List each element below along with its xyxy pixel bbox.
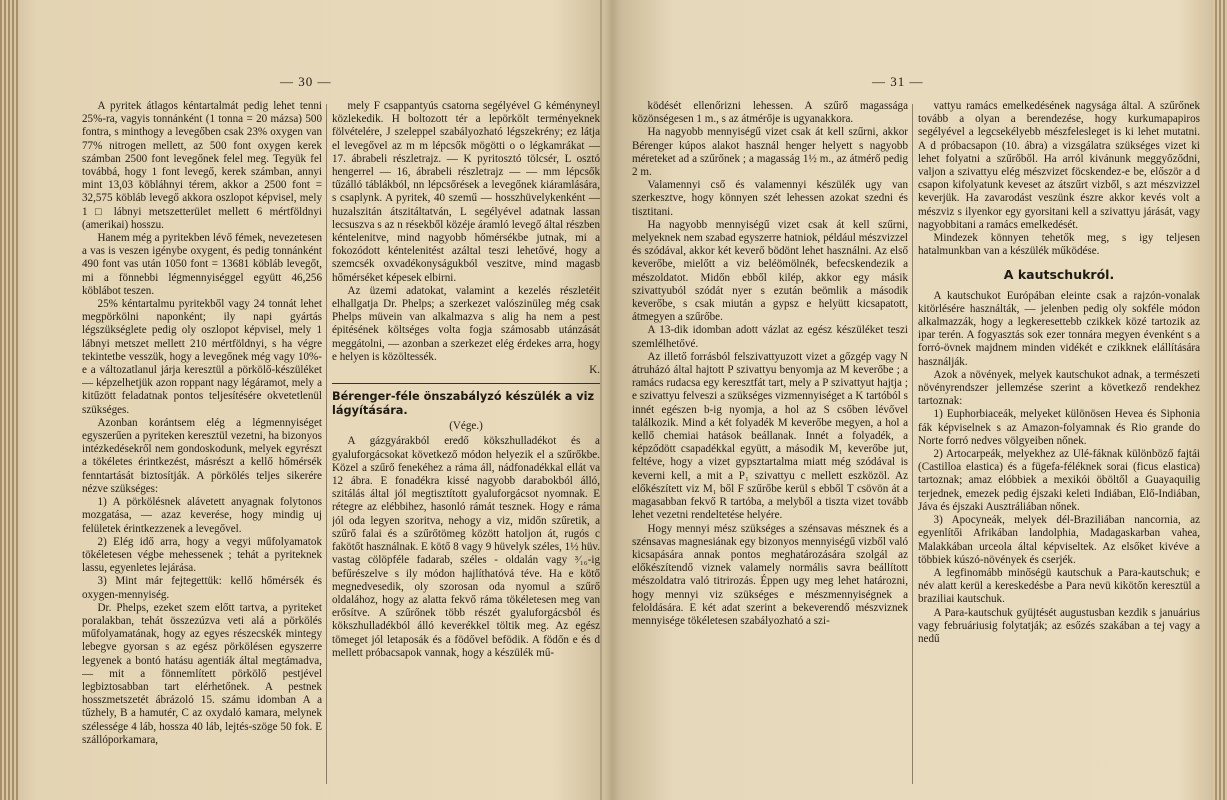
paragraph: 2) Elég idő arra, hogy a vegyi műfolyamatok tökéletesen végbe mehessenek ; tehát a pyriteknek lassu, egyenletes lejárása. bbox=[82, 535, 322, 575]
right-column-1 bbox=[632, 100, 908, 790]
article-heading: A kautschukról. bbox=[1003, 267, 1115, 283]
paragraph: Hanem még a pyritekben lévő fémek, nevezetesen a vas is veszen igénybe oxygent, és pedig tonnánként 490 font vas után 1050 font = 13681 köbláb levegőt, mi a fönnebbi légmennyiséggel együtt 46,256 köblábot teszen. bbox=[82, 232, 322, 297]
paragraph: Azonban korántsem elég a légmennyiséget egyszerűen a pyriteken keresztül vezetni, ha bizonyos intézkedésekről nem gondoskodunk, melyek egyrészt a tökéletes érintkezést, másrészt a kellő hőmérsék fenntartását biztosítják. A pörkölés teljes sikerére nézve szükséges: bbox=[82, 416, 322, 495]
paragraph: Mindezek könnyen tehetők meg, s igy teljesen hatalmunkban van a készülék működése. bbox=[918, 232, 1200, 258]
left-column-1 bbox=[82, 100, 322, 790]
left-page bbox=[20, 0, 610, 800]
paragraph: A kautschukot Európában eleinte csak a rajzón-vonalak kitörlésére használták, — jelenben pedig oly sokféle módon alkalmazzák, hogy a legkeresettebb czikkek közé tartozik az ipar terén. A fogyasztás sok ezer tonnára megyen évenként s a forró-övnek majdnem minden vidékét e czikknek elállítására használják. bbox=[918, 289, 1200, 368]
paragraph: Ha nagyobb mennyiségű vizet csak át kell szűrni, akkor Bérenger kúpos alakot használ henger helyett s nagyobb méreteket ad a szűrőnek ; a magasság 1½ m., az átmérő pedig 2 m. bbox=[632, 126, 908, 179]
paragraph: mely F csappantyús csatorna segélyével G kéményneyl közlekedik. H boltozott tér a lepörkölt terményeknek fölvételére, J szeleppel szabályozható légszekrény; ez látja el levegővel az m m lépcsők mögötti o o légkamrákat — 17. ábrabeli részletrajz. — K pyritosztó tölcsér, L osztó hengerrel — 16, ábrabeli részletrajz — — mm lépcsők tűzálló táblákból, nn lépcsőrések a levegőnek kiáramlására, s csaplynk. A pyritek, 40 szemű — hosszhüvelykenként — huzalszitán átszitáltatván, L segélyével adatnak lassan lecsuszva s az n résekből közéje áramló levegő által részben kéntelenitve, mind nagyobb hőmérsékbe jutnak, mi a fokozódott kéntelenitést azáltal teszi lehetővé, hogy a szemcsék oxvadékonyságukból veszitve, mind magasb hőmérséket képesek elbirni. bbox=[332, 100, 600, 284]
paragraph: 2) Artocarpeák, melyekhez az Ulé-fáknak különböző fajtái (Castilloa elastica) és a fügefa-féléknek sorai (ficus elastica) tartoznak; amaz elóbbiek a mexikói öböltől a Guayaquilig terjednek, emezek pedig éjszaki keleti Indiában, Elő-Indiában, Jáva és éjszaki Ausztráliában nőnek. bbox=[918, 448, 1200, 513]
paragraph: A legfinomább minőségü kautschuk a Para-kautschuk; e név alatt kerül a kereskedésbe a Para nevü kikötőn keresztül a braziliai kautschuk. bbox=[918, 566, 1200, 606]
paragraph: Az üzemi adatokat, valamint a kezelés részletéit elhallgatja Dr. Phelps; a szerkezet valószinüleg még csak Phelps müvein van alkalmazva s alig ha nem a pest épitésének költséges volta fogja számosabb utánzását meggátolni, — azonban a szerkezet elég érdekes arra, hogy e helyen is közöltessék. bbox=[332, 284, 600, 363]
paragraph: vattyu ramács emelkedésének nagysága által. A szűrőnek tovább a olyan a berendezése, hogy kurkumapapiros segélyével a legcsekélyebb mészfelesleget is ki lehet mutatni. A d próbacsapon (10. ábra) a vizsgálatra szükséges vizet ki lehet folyatni a szűrőből. Ha arról kivánunk meggyőződni, valjon a szivattyu elég mészvizet föcskendez-e be, először a d csapon kifolyatunk keveset az átszűrt vizből, s azt mészvizzel keverjük. Ha zavarodást veszünk észre akkor kevés volt a mészviz s ilyenkor egy gyorsitani kell a szivattyu járását, vagy nagyobbitani a ramács emelkedését. bbox=[918, 100, 1200, 231]
paragraph: A 13-dik idomban adott vázlat az egész készüléket teszi szemlélhetővé. bbox=[632, 324, 908, 350]
page-number-right: — 31 — bbox=[872, 74, 924, 89]
left-column-2 bbox=[332, 100, 600, 790]
paragraph: Ha nagyobb mennyiségű vizet csak át kell szűrni, melyeknek nem szabad egyszerre hatniok, például mészvizzel és szódával, akkor két keverő bödönt lehet használni. Az első keverőbe, mielőtt a viz beléömölnék, befecskendezik a mészoldatot. Midőn ebből kilép, akkor egy másik szivattyuból szódát nyer s ezután beömlik a második keverőbe, s csak miután a gypsz e helyütt kicsapatott, átmegyen a szűrőbe. bbox=[632, 218, 908, 324]
paragraph: A gázgyárakból eredő kökszhulladékot és a gyaluforgácsokat következő módon helyezik el a szűrőkbe. Közel a szűrő fenekéhez a ráma áll, nádfonadékkal ellát va 12 ábra. E fonadékra kissé nagyobb darabokból álló, szitálás által jól megtisztított gyaluforgácsot nyomnak. E rétegre az elébbihez, hasonló rámát tesznek. Hogy e ráma jól oda legyen szoritva, nehogy a viz, midőn szűretik, a szűrő falai és a szűrőtömeg között hatoljon át, rugós c fakötőt használnak. E kötő 8 vagy 9 hüvelyk széles, 1½ hüv. vastag cölöpféle fadarab, széles - oldalán vagy ³⁄₁₆-ig befűrészelve s ily módon hajlíthatóvá téve. Ha e kötő megnedvesedik, oly szorosan oda nyomul a szűrő oldalához, hogy az alatta fekvő ráma tökéletesen meg van erősítve. A szűrőnek több részét gyaluforgácsból és kökszhulladékból álló keverékkel töltik meg. Az egész tömeget jól letaposák és a födővel befödik. A födőn e és d mellett próbacsapok vannak, hogy a készülék mű- bbox=[332, 435, 600, 659]
paragraph: A pyritek átlagos kéntartalmát pedig lehet tenni 25%-ra, vagyis tonnánként (1 tonna = 20 mázsa) 500 fontra, s minthogy a levegőben csak 23% oxygen van 77% nitrogen mellett, az 500 font oxygen kerek számban 2500 font levegőnek felel meg. Tegyük fel továbbá, hogy 1 font levegő, kerek számban, annyi mint 13,03 köbláhnyi térem, akkor a 2500 font = 32,575 köbláb levegő akkora oszlopot képvisel, mely 1 □ lábnyi metszetterület mellett 6 mértföldnyi (amerikai) hosszu. bbox=[82, 100, 322, 231]
article-heading: Bérenger-féle önszabályzó készülék a viz lágyítására. bbox=[332, 383, 600, 418]
paragraph: Valamennyi cső és valamennyi készülék ugy van szerkesztve, hogy könnyen szét lehessen azokat szedni és tisztitani. bbox=[632, 179, 908, 218]
paragraph: A Para-kautschuk gyüjtését augustusban kezdik s januárius vagy februáriusig folytatják; az esőzés szakában a tej vagy a nedű bbox=[918, 606, 1200, 645]
article-subheading: (Vége.) bbox=[449, 420, 483, 433]
paragraph: Hogy mennyi mész szükséges a szénsavas mésznek és a szénsavas magnesiának egy bizonyos mennyiségű vizből való kicsapására annak pontos meghatározására szolgál az előkészítendő viznek valamely normális savra beállított mészoldatra való titrirozás. Éppen ugy meg lehet határozni, hogy mennyi viz szükséges e mészmennyiségnek a feloldására. E két adat szerint a bekeverendő mészviznek mennyisége tökéletesen szabályozható a szi- bbox=[632, 522, 908, 627]
paragraph: Dr. Phelps, ezeket szem előtt tartva, a pyriteket poralakban, tehát összezúzva veti alá a pörkölés műfolyamatának, hogy az egyes részecskék mintegy lebegve gyorsan s az egész pörkölésen egyszerre legyenek a bontó hatásu agentiák által megtámadva, — mit a fönnemlített pörkölő pestjével legbiztosabban tart elérhetőnek. A pestnek hosszmetszetét ábrázoló 15. számu idomban A a tűzhely, B a hamutér, C az oxydaló kamara, melynek szélessége 4 láb, hossza 40 láb, lejtés-szöge 50 fok. E szállóporkamara, bbox=[82, 601, 322, 746]
paragraph: ködését ellenőrizni lehessen. A szűrő magassága közönségesen 1 m., s az átmérője is ugyanakkora. bbox=[632, 100, 908, 126]
paragraph: 1) Euphorbiaceák, melyeket különösen Hevea és Siphonia fák képviselnek s az Amazon-folyamnak és Rio grande do Norte forró nedves völgyeiben nőnek. bbox=[918, 408, 1200, 447]
right-page bbox=[612, 0, 1212, 800]
page-edges-left bbox=[0, 0, 20, 800]
page-number-left: — 30 — bbox=[280, 74, 332, 89]
column-rule bbox=[912, 104, 913, 784]
paragraph: 1) A pörkölésnek alávetett anyagnak folytonos mozgatása, — azaz keverése, hogy mindig uj felületek érintkezzenek a levegővel. bbox=[82, 496, 322, 535]
author-signature: K. bbox=[589, 364, 600, 377]
right-column-2 bbox=[918, 100, 1200, 790]
page-edges-right bbox=[1213, 0, 1227, 800]
paragraph: Azok a növények, melyek kautschukot adnak, a természeti növényrendszer jellemzése szerint a következő rendekhez tartoznak: bbox=[918, 368, 1200, 408]
column-rule bbox=[326, 104, 327, 784]
paragraph: 25% kéntartalmu pyritekből vagy 24 tonnát lehet megpörkölni naponként; ily napi gyártás légszükséglete pedig oly oszlopot képvisel, mely 1 lábnyi metszet mellett 210 mértföldnyi, s ha végre tekintetbe vesszük, hogy a levegőnek még vagy 10%-e a változatlanul járja keresztül a pörkölő-készüléket — képzelhetjük azon roppant nagy légáramot, mely a kitűzött feladatnak pontos teljesítésére okvetetlenül szükséges. bbox=[82, 298, 322, 416]
paragraph: 3) Mint már fejtegettük: kellő hőmérsék és oxygen-mennyiség. bbox=[82, 575, 322, 601]
paragraph: Az illető forrásból felszivattyuzott vizet a gőzgép vagy N átruházó által hajtott P szivattyu benyomja az M keverőbe ; a ramács rudacsa egy keresztfát tart, mely a P szivattyut hajtja ; e szivattyu felveszi a szükséges vizmennyiséget a K tartóból s innét egészen b-ig nyomja, a hol az S csőben lévővel találkozik. Mind a két folyadék M keverőbe megyen, a hol a kellő chemiai hatások beállanak. Innét a folyadék, a képződött csapadékkal együtt, a második M₁ keverőbe jut, feltéve, hogy a vizet gypsztartalma miatt még szódával is keverni kell, a mit a P₁ szivattyu c mellett eszközöl. Az előkészített viz M₁ ből F szűrőbe kerül s ebből T csövön át a magasabban fekvő R tartóba, a melyből a tiszta vizet tovább lehet vezetni rendeltetése helyére. bbox=[632, 350, 908, 522]
paragraph: 3) Apocyneák, melyek dél-Braziliában nancornia, az egyenlítői Afrikában landolphia, Madagaskarban vahea, Malakkában urceola által képviseltek. Az elsőket kivéve a többiek kúszó-növények és cserjék. bbox=[918, 514, 1200, 566]
